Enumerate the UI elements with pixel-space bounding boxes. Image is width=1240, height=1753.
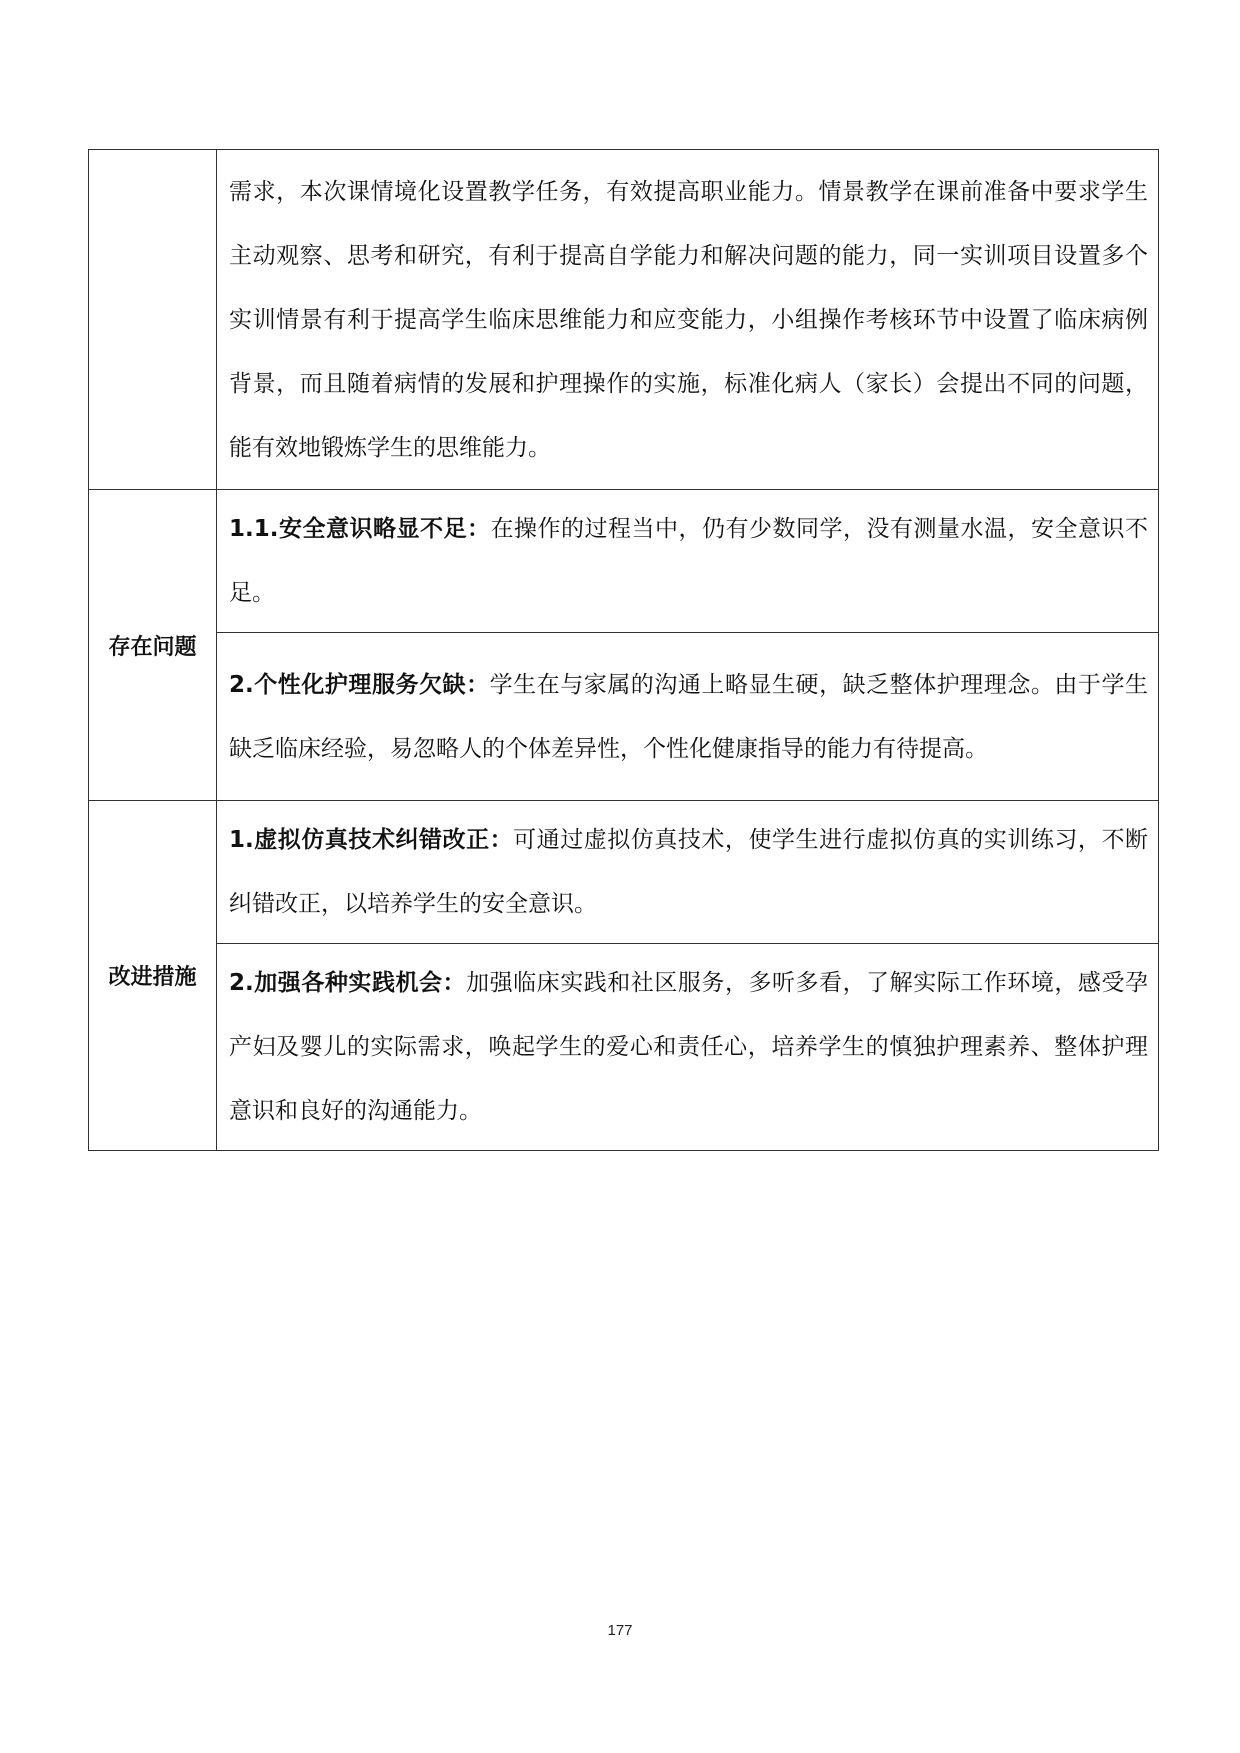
row-label-empty [89,150,217,490]
row-label-problems: 存在问题 [89,490,217,801]
evaluation-table [88,149,1159,1151]
paragraph-text: 学生在与家属的沟通上略显生硬，缺乏整体护理理念。由于学生缺乏临床经验，易忽略人的个体差异性，个性化健康指导的能力有待提高。 [229,671,1148,762]
table-row [89,944,1159,1151]
improvement-item-1 [217,801,1159,944]
problem-item-2 [217,633,1159,801]
paragraph-heading: 2.个性化护理服务欠缺： [229,671,490,698]
page-number: 177 [607,1622,633,1639]
table-row [89,801,1159,944]
paragraph-heading: 1.1.安全意识略显不足： [229,516,491,542]
row-label-improvements: 改进措施 [89,801,217,1151]
paragraph-heading: 2.加强各种实践机会： [229,970,467,996]
paragraph-text: 在操作的过程当中，仍有少数同学，没有测量水温，安全意识不足。 [229,516,1149,606]
paragraph-text: 可通过虚拟仿真技术，使学生进行虚拟仿真的实训练习，不断纠错改正，以培养学生的安全意识。 [229,827,1148,917]
problem-item-1 [217,490,1159,633]
summary-content [217,150,1159,490]
table-row [89,150,1159,490]
table-row [89,490,1159,633]
improvement-item-2 [217,944,1159,1151]
paragraph-text: 加强临床实践和社区服务，多听多看，了解实际工作环境，感受孕产妇及婴儿的实际需求，唤起学生的爱心和责任心，培养学生的慎独护理素养、整体护理意识和良好的沟通能力。 [229,970,1148,1124]
table-row [89,633,1159,801]
paragraph-heading: 1.虚拟仿真技术纠错改正： [229,827,514,853]
paragraph-text: 需求，本次课情境化设置教学任务，有效提高职业能力。情景教学在课前准备中要求学生主动观察、思考和研究，有利于提高自学能力和解决问题的能力，同一实训项目设置多个实训情景有利于提高学生临床思维能力和应变能力，小组操作考核环节中设置了临床病例背景，而且随着病情的发展和护理操作的实施，标准化病人（家长）会提出不同的问题，能有效地锻炼学生的思维能力。 [229,178,1148,461]
